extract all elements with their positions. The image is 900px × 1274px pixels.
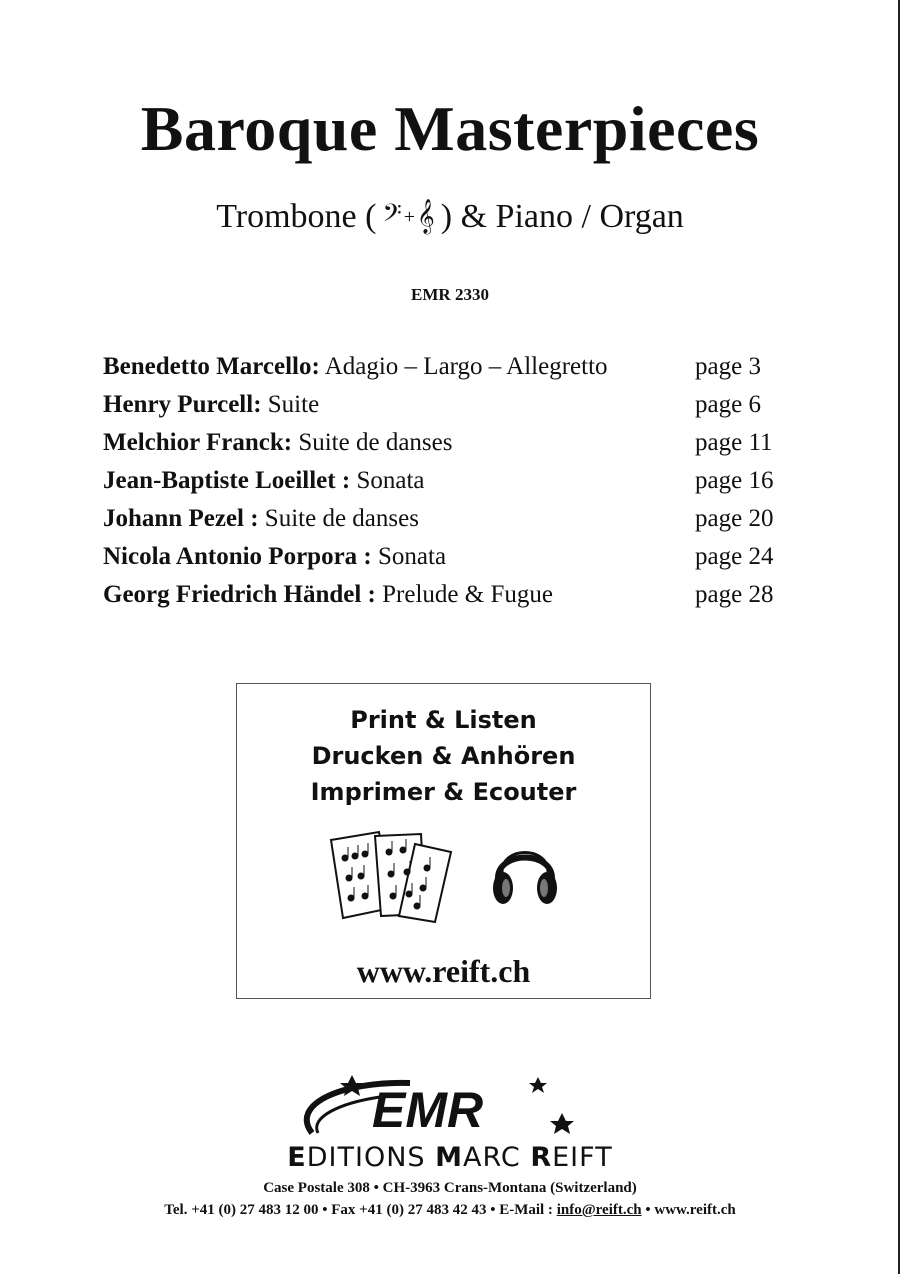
promo-line: Print & Listen bbox=[350, 706, 537, 734]
contents-row bbox=[103, 538, 803, 576]
promo-line: Imprimer & Ecouter bbox=[310, 778, 577, 806]
print-listen-box bbox=[236, 683, 651, 999]
composer-name: Nicola Antonio Porpora : bbox=[103, 543, 372, 570]
work-title: Suite de danses bbox=[292, 429, 453, 456]
work-title: Sonata bbox=[350, 467, 425, 494]
logo-text: EMR bbox=[372, 1082, 484, 1137]
publisher-initial: M bbox=[435, 1142, 463, 1173]
contents-entry bbox=[103, 467, 695, 495]
page-reference: page 3 bbox=[695, 353, 761, 380]
publisher-initial: E bbox=[287, 1142, 307, 1173]
publisher-contact bbox=[0, 1202, 900, 1219]
publisher-address: Case Postale 308 • CH-3963 Crans-Montana (Switzerland) bbox=[263, 1180, 637, 1196]
publisher-word: EIFT bbox=[552, 1142, 613, 1173]
composer-name: Johann Pezel : bbox=[103, 505, 259, 532]
contents-row bbox=[103, 462, 803, 500]
contents-row bbox=[103, 424, 803, 462]
work-title: Sonata bbox=[371, 543, 447, 570]
headphones-icon bbox=[490, 836, 560, 908]
page-reference: page 16 bbox=[695, 467, 774, 494]
email-link[interactable]: info@reift.ch bbox=[556, 1202, 642, 1218]
clef-plus: + bbox=[403, 205, 416, 228]
instrumentation-subtitle bbox=[0, 198, 900, 236]
composer-name: Georg Friedrich Händel : bbox=[103, 581, 376, 608]
contents-entry bbox=[103, 353, 695, 381]
sheet-music-icon bbox=[329, 830, 464, 925]
promo-text bbox=[237, 702, 650, 810]
contents-entry bbox=[103, 391, 695, 419]
contents-row bbox=[103, 576, 803, 614]
publisher-initial: R bbox=[530, 1142, 553, 1173]
composer-name: Benedetto Marcello: bbox=[103, 353, 320, 380]
contact-phone-fax: Tel. +41 (0) 27 483 12 00 • Fax +41 (0) 27 483 42 43 • E-Mail : bbox=[164, 1202, 557, 1218]
page-title: Baroque Masterpieces bbox=[140, 93, 760, 164]
contents-row bbox=[103, 500, 803, 538]
promo-url[interactable]: www.reift.ch bbox=[356, 953, 531, 989]
emr-logo bbox=[300, 1075, 600, 1137]
treble-clef-icon: 𝄞 bbox=[417, 200, 435, 233]
composer-name: Jean-Baptiste Loeillet : bbox=[103, 467, 351, 494]
composer-name: Henry Purcell: bbox=[103, 391, 262, 418]
subtitle-suffix: ) & Piano / Organ bbox=[440, 198, 684, 235]
publisher-word: DITIONS bbox=[306, 1142, 436, 1173]
page-reference: page 20 bbox=[695, 505, 774, 532]
contents-entry bbox=[103, 543, 695, 571]
composer-name: Melchior Franck: bbox=[103, 429, 293, 456]
contents-row bbox=[103, 348, 803, 386]
catalog-number: EMR 2330 bbox=[411, 285, 489, 304]
work-title: Prelude & Fugue bbox=[375, 581, 553, 608]
contents-entry bbox=[103, 505, 695, 533]
bass-clef-icon: 𝄢 bbox=[382, 200, 402, 233]
promo-line: Drucken & Anhören bbox=[311, 742, 576, 770]
page-reference: page 11 bbox=[695, 429, 773, 456]
page-reference: page 28 bbox=[695, 581, 774, 608]
work-title: Adagio – Largo – Allegretto bbox=[319, 353, 608, 380]
publisher-word: ARC bbox=[463, 1142, 531, 1173]
work-title: Suite bbox=[261, 391, 320, 418]
clefs-group bbox=[382, 200, 434, 234]
publisher-name bbox=[0, 1142, 900, 1173]
subtitle-prefix: Trombone ( bbox=[216, 198, 377, 235]
contents-row bbox=[103, 386, 803, 424]
contents-entry bbox=[103, 429, 695, 457]
work-title: Suite de danses bbox=[258, 505, 419, 532]
page-reference: page 6 bbox=[695, 391, 761, 418]
page-reference: page 24 bbox=[695, 543, 774, 570]
contents-list bbox=[103, 348, 803, 614]
contents-entry bbox=[103, 581, 695, 609]
contact-website[interactable]: • www.reift.ch bbox=[641, 1202, 736, 1218]
